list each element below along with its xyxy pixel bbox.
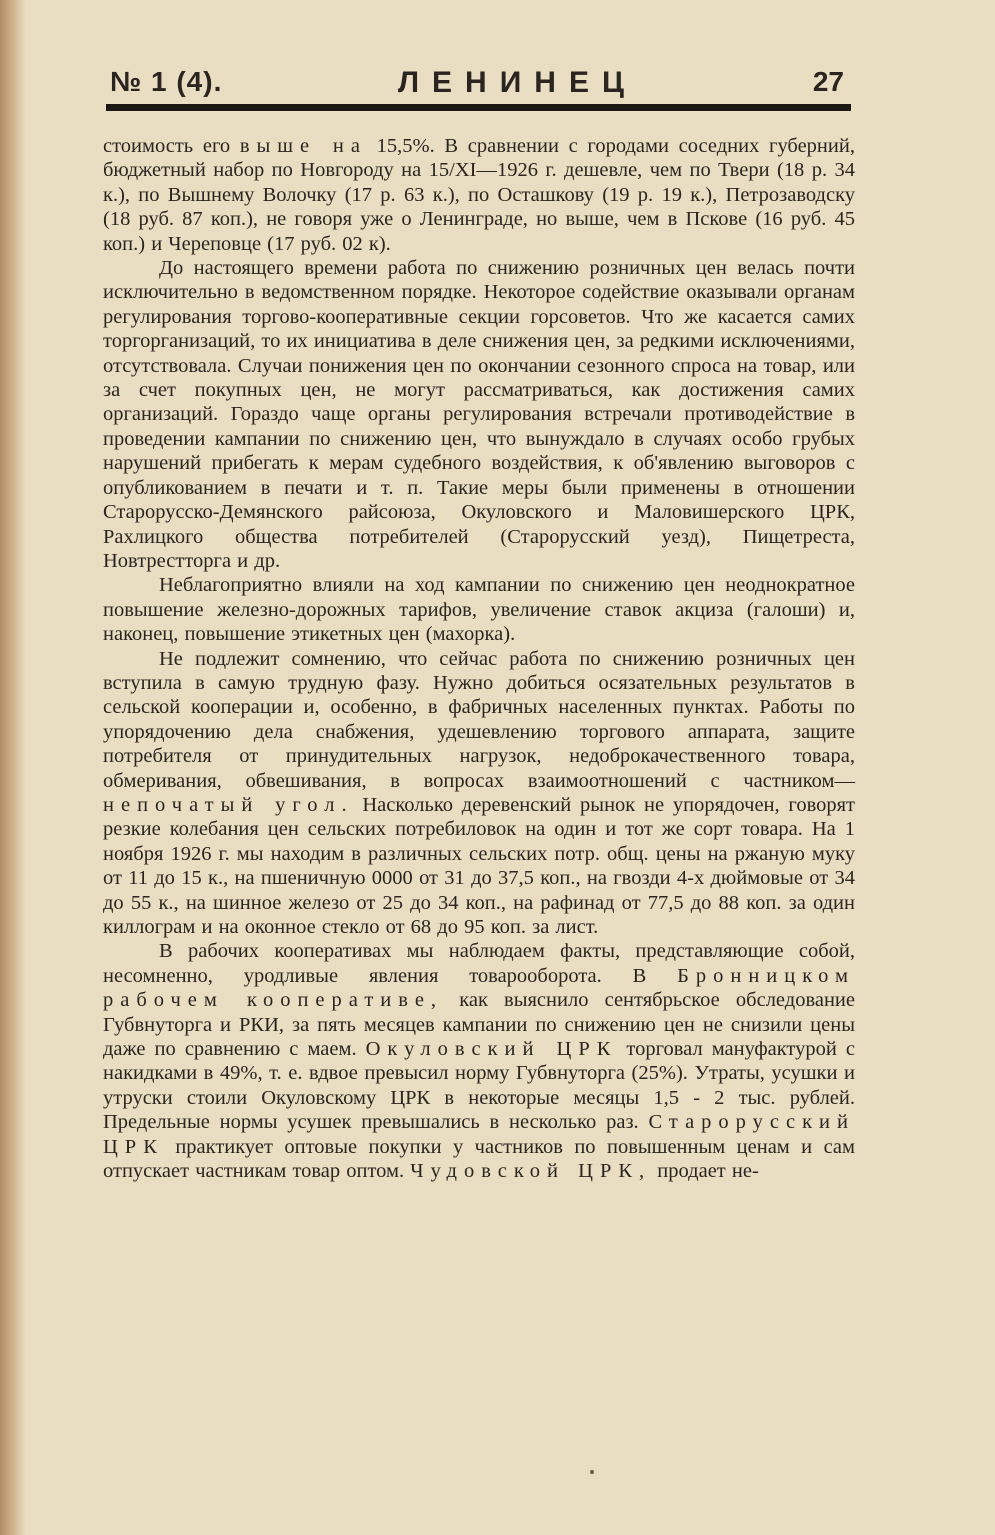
article-body <box>103 134 855 1183</box>
paragraph <box>103 939 855 1183</box>
text-run: 15,5%. В сравнении с городами соседних губерний, бюджетный набор по Новгороду на 15/XI—1926 г. дешевле, чем по Твери (18 р. 34 к.), по Вышнему Волочку (17 р. 63 к.), по Осташкову (19 р. 19 к.), Петрозаводску (18 руб. 87 коп.), не говоря уже о Ленинграде, но выше, чем в Пскове (16 руб. 45 коп.) и Череповце (17 руб. 02 к). <box>103 135 855 255</box>
spaced-emphasis: Чудовской ЦРК, <box>410 1160 652 1183</box>
text-run: продает не- <box>651 1160 759 1183</box>
text-run: Насколько деревенский рынок не упорядочен, говорят резкие колебания цен сельских потребиловок на один и тот же сорт товара. На 1 ноября 1926 г. мы находим в различных сельских потр. общ. цены на ржаную муку от 11 до 15 к., на пшеничную 0000 от 31 до 37,5 коп., на гвозди 4-х дюймовые от 34 до 55 к., на шинное железо от 25 до 34 коп., на рафинад от 77,5 до 88 коп. за один киллограм и на оконное стекло от 68 до 95 коп. за лист. <box>103 793 855 938</box>
spaced-emphasis: непочатый угол. <box>103 793 354 816</box>
journal-title: ЛЕНИНЕЦ <box>398 66 637 99</box>
spaced-emphasis: выше на <box>239 135 367 157</box>
text-run: стоимость его <box>103 135 240 157</box>
text-run: как выяснило сентябрьское обследование Губвнуторга и РКИ, за пять месяцев кампании по снижению цен не снизили цены даже по сравнению с маем. <box>103 989 855 1061</box>
text-run: торговал мануфактурой с накидками в 49%, т. е. вдвое превысил норму Губвнуторга (25%). Утраты, усушки и утруски стоили Окуловскому ЦРК в некоторые месяцы 1,5 - 2 тыс. рублей. Предельные нормы усушек превышались в несколько раз. <box>103 1038 855 1134</box>
text-run: практикует оптовые покупки у частников по повышенным ценам и сам отпускает частникам товар оптом. <box>103 1135 855 1183</box>
paragraph <box>103 134 855 256</box>
issue-number: № 1 (4). <box>110 66 223 97</box>
text-run: Неблагоприятно влияли на ход кампании по снижению цен неоднократное повышение железно-дорожных тарифов, увеличение ставок акциза (галоши) и, наконец, повышение этикетных цен (махорка). <box>103 574 855 646</box>
header-rule <box>106 104 851 111</box>
text-run: В рабочих кооперативах мы наблюдаем факты, представляющие собой, несомненно, уродливые явления товарооборота. В <box>103 940 855 987</box>
spaced-emphasis: Бронницком рабочем кооперативе, <box>103 964 855 1012</box>
page-number: 27 <box>812 66 844 97</box>
text-run: До настоящего времени работа по снижению розничных цен велась почти исключительно в ведомственном порядке. Некоторое содействие оказывали органам регулирования торгово-кооперативные секции горсоветов. Что же касается самих торгорганизаций, то их инициатива в деле снижения цен, за редкими исключениями, отсутствовала. Случаи понижения цен по окончании сезонного спроса на товар, или за счет покупных цен, не могут рассматриваться, как достижения самих организаций. Гораздо чаще органы регулирования встречали противодействие в проведении кампании по снижению цен, что вынуждало в случаях особо грубых нарушений прибегать к мерам судебного воздействия, к об'явлению выговоров с опубликованием в печати и т. п. Такие меры были применены в отношении Старорусско-Демянского райсоюза, Окуловского и Маловишерского ЦРК, Рахлицкого общества потребителей (Старорусский уезд), Пищетреста, Новтрестторга и др. <box>103 257 855 572</box>
paper-speck <box>590 1470 594 1474</box>
spaced-emphasis: Старорусский ЦРК <box>103 1111 855 1158</box>
paragraph <box>103 573 855 646</box>
paragraph <box>103 647 855 940</box>
paragraph <box>103 256 855 573</box>
text-run: Не подлежит сомнению, что сейчас работа по снижению розничных цен вступила в самую трудную фазу. Нужно добиться осязательных результатов в сельской кооперации и, особенно, в фабричных населенных пунктах. Работы по упорядочению дела снабжения, удешевлению торгового аппарата, защите потребителя от принудительных нагрузок, недоброкачественного товара, обмеривания, обвешивания, в вопросах взаимоотношений с частником— <box>103 647 855 792</box>
spaced-emphasis: Окуловский ЦРК <box>365 1038 618 1061</box>
running-header <box>108 62 850 102</box>
page-spine-shadow <box>0 0 26 1535</box>
